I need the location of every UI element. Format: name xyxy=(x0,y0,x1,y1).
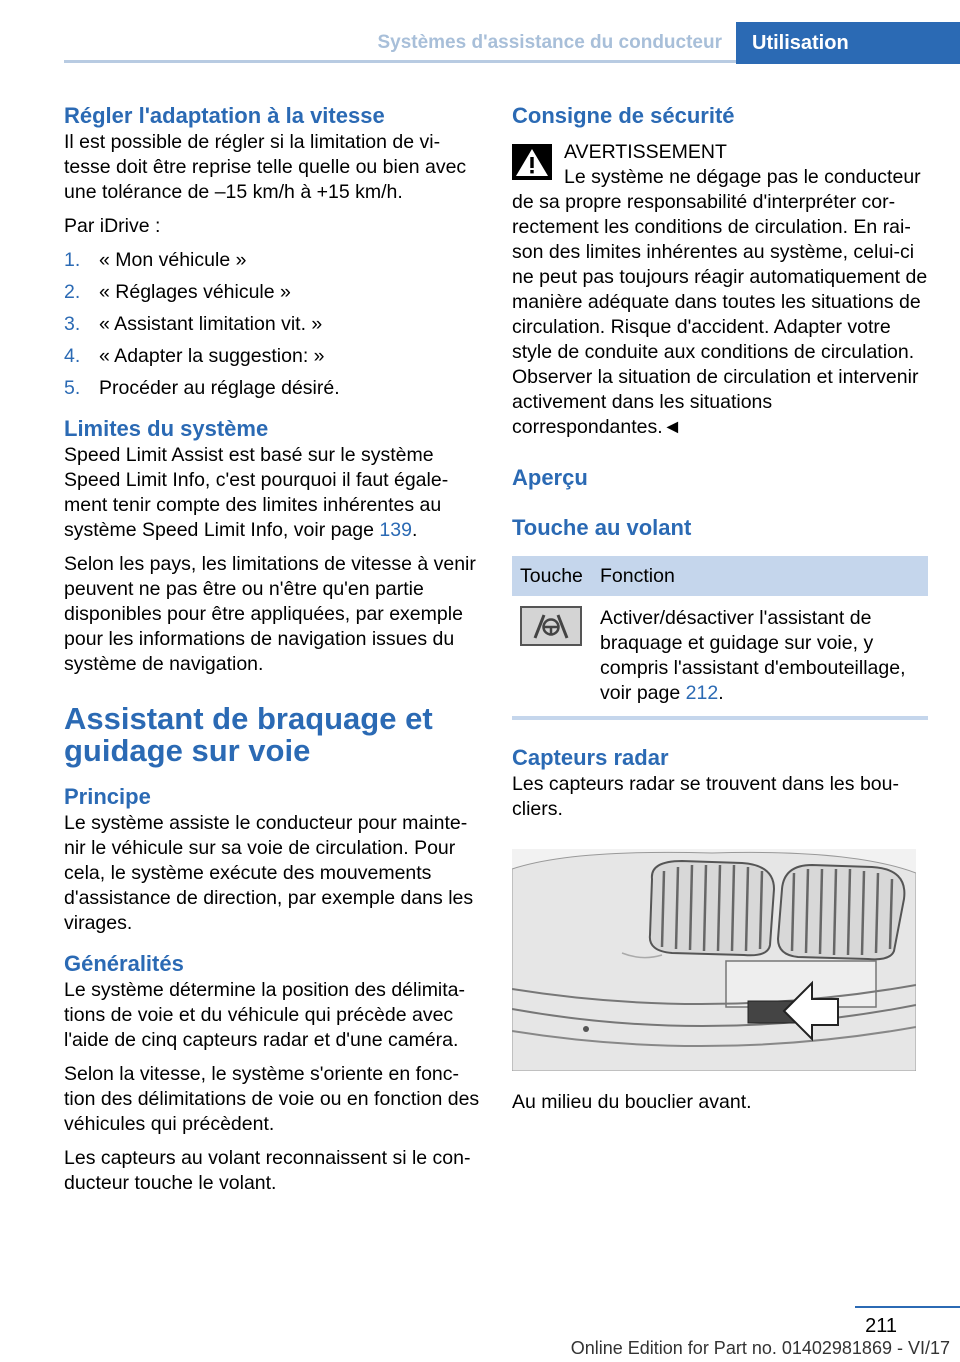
left-column xyxy=(64,102,480,1205)
front-bumper-illustration xyxy=(512,849,916,1071)
heading-principle: Principe xyxy=(64,784,151,809)
paragraph-idrive: Par iDrive : xyxy=(64,215,161,237)
paragraph-principle: Le système assiste le conducteur pour maintenir le véhicule sur sa voie de circulation. Pour cela, le système exécute des mouvements d'assistance de direction, par exemple dans les virages. xyxy=(64,812,474,934)
table-header-function: Fonction xyxy=(592,556,928,596)
list-item: 5. Procéder au réglage désiré. xyxy=(64,377,340,399)
lane-assist-icon xyxy=(529,611,573,641)
idrive-steps-list xyxy=(64,248,480,401)
figure-caption: Au milieu du bouclier avant. xyxy=(512,1091,752,1113)
warning-block xyxy=(512,140,930,165)
footer-rule xyxy=(855,1306,960,1308)
right-column xyxy=(512,102,930,1124)
warning-title: AVERTISSEMENT xyxy=(564,141,727,163)
heading-general: Généralités xyxy=(64,951,184,976)
lane-assist-button-icon xyxy=(520,606,582,646)
table-row xyxy=(512,596,928,716)
page-link-139[interactable]: 139 xyxy=(379,519,412,541)
heading-radar-sensors: Capteurs radar xyxy=(512,745,669,770)
page-number: 211 xyxy=(865,1315,897,1337)
table-header-key: Touche xyxy=(512,556,592,596)
heading-steering-button: Touche au volant xyxy=(512,515,692,540)
header-tab-utilisation[interactable]: Utilisation xyxy=(736,22,960,64)
heading-safety: Consigne de sécurité xyxy=(512,103,735,128)
paragraph-general-3: Les capteurs au volant reconnaissent si le conducteur touche le volant. xyxy=(64,1147,471,1194)
list-item: 1. « Mon véhicule » xyxy=(64,249,247,271)
heading-overview: Aperçu xyxy=(512,465,588,490)
paragraph-limits-1: Speed Limit Assist est basé sur le système Speed Limit Info, c'est pourquoi il faut également tenir compte des limites inhérentes au système Speed Limit Info, voir page 139. xyxy=(64,444,449,541)
table-cell-function: Activer/désactiver l'assistant de braquage et guidage sur voie, y compris l'assistant d'embouteillage, voir page 212. xyxy=(600,607,906,704)
heading-lane-assistant: Assistant de braquage et guidage sur voie xyxy=(64,701,433,768)
heading-system-limits: Limites du système xyxy=(64,416,269,441)
heading-adapt-speed: Régler l'adaptation à la vitesse xyxy=(64,103,385,128)
warning-triangle-icon xyxy=(512,144,552,180)
header-section-title: Systèmes d'assistance du conducteur xyxy=(377,32,722,53)
list-item: 4. « Adapter la suggestion: » xyxy=(64,345,325,367)
warning-text: Le système ne dégage pas le conducteur de sa propre responsabilité d'interpréter correctement les conditions de circulation. En raison des limites inhérentes au système, celui-ci ne peut pas toujours réagir automatiquement de manière adéquate dans toutes les situations de circulation. Risque d'accident. Adapter votre style de conduite aux conditions de circulation. Observer la situation de circulation et intervenir activement dans les situations correspondantes.◄ xyxy=(512,166,928,438)
table-bottom-rule xyxy=(512,716,928,720)
paragraph-radar: Les capteurs radar se trouvent dans les boucliers. xyxy=(512,773,899,820)
page-link-212[interactable]: 212 xyxy=(685,682,719,704)
list-item: 2. « Réglages véhicule » xyxy=(64,281,291,303)
paragraph-general-2: Selon la vitesse, le système s'oriente en fonction des délimitations de voie ou en fonction des véhicules qui précèdent. xyxy=(64,1063,480,1135)
paragraph-general-1: Le système détermine la position des délimitations de voie et du véhicule qui précède avec l'aide de cinq capteurs radar et d'une caméra. xyxy=(64,979,466,1051)
paragraph-limits-2: Selon les pays, les limitations de vitesse à venir peuvent ne pas être ou n'être qu'en partie disponibles pour être appliquées, par exemple pour les informations de navigation issues du système de navigation. xyxy=(64,553,476,675)
paragraph-adapt-speed: Il est possible de régler si la limitation de vitesse doit être reprise telle quelle ou bien avec une tolérance de –15 km/h à +15 km/h. xyxy=(64,131,467,203)
list-item: 3. « Assistant limitation vit. » xyxy=(64,313,323,335)
header-rule xyxy=(64,60,736,63)
steering-button-table xyxy=(512,556,928,716)
edition-note: Online Edition for Part no. 01402981869 - VI/17 xyxy=(570,1338,950,1358)
